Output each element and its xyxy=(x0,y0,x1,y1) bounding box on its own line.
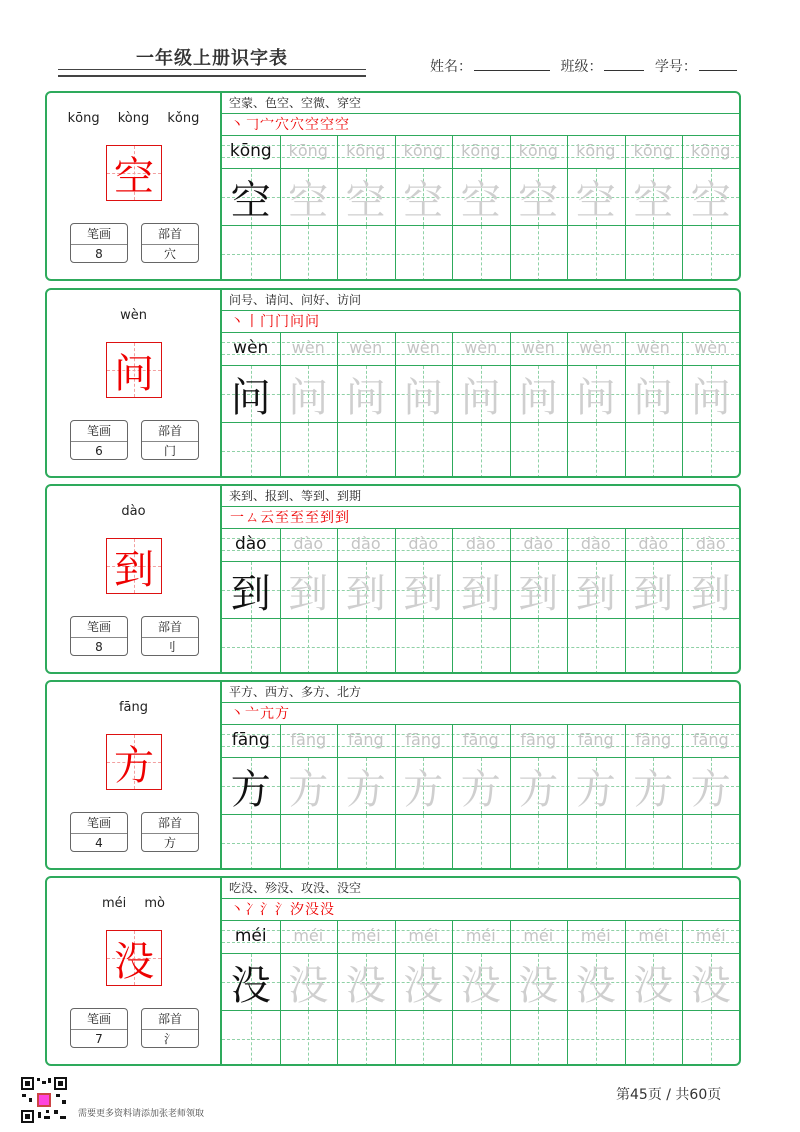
card-info-panel xyxy=(47,93,222,279)
trace-character[interactable]: 问 xyxy=(690,374,731,421)
pinyin-cell[interactable]: méi xyxy=(580,926,611,945)
radical-box xyxy=(141,420,199,460)
trace-character[interactable]: 没 xyxy=(690,962,731,1009)
example-words: 平方、西方、多方、北方 xyxy=(222,682,739,703)
model-character: 没 xyxy=(230,962,271,1009)
card-info-panel xyxy=(47,290,222,476)
trace-character[interactable]: 到 xyxy=(518,570,559,617)
stroke-count-box xyxy=(70,1008,128,1048)
stroke-step: 一 xyxy=(230,510,244,526)
main-character xyxy=(106,342,162,398)
stroke-step: 氵 xyxy=(260,902,274,918)
stroke-step: 亢 xyxy=(260,706,274,722)
pinyin-cell[interactable]: méi xyxy=(523,926,554,945)
pinyin-cell[interactable]: dào xyxy=(408,534,439,553)
stroke-count-value: 7 xyxy=(95,1032,103,1046)
stroke-step: 至 xyxy=(290,510,304,526)
character-card xyxy=(45,680,741,870)
stroke-order xyxy=(222,703,739,725)
name-label: 姓名： xyxy=(430,59,472,75)
trace-character[interactable]: 方 xyxy=(288,766,329,813)
student-fields xyxy=(430,56,743,76)
trace-character[interactable]: 没 xyxy=(345,962,386,1009)
pinyin-row xyxy=(222,921,739,954)
stroke-step: ㄙ xyxy=(245,510,259,526)
trace-character[interactable]: 问 xyxy=(345,374,386,421)
stroke-count-label: 笔画 xyxy=(71,617,127,638)
trace-character[interactable]: 空 xyxy=(575,177,616,224)
character-card xyxy=(45,876,741,1066)
model-character: 到 xyxy=(230,570,271,617)
trace-character[interactable]: 问 xyxy=(403,374,444,421)
stroke-step: 到 xyxy=(320,510,334,526)
trace-character[interactable]: 到 xyxy=(345,570,386,617)
blank-writing-row[interactable] xyxy=(222,226,739,281)
pinyin-readings: dào xyxy=(121,504,146,519)
title-underline xyxy=(58,69,366,77)
pinyin-cell[interactable]: fāng xyxy=(692,730,729,749)
number-field[interactable] xyxy=(699,56,737,71)
practice-grid xyxy=(222,333,739,478)
number-label: 学号： xyxy=(654,59,697,75)
pinyin-cell[interactable]: wèn xyxy=(406,338,440,357)
example-words: 问号、请问、问好、访问 xyxy=(222,290,739,311)
stroke-step: 空 xyxy=(320,117,334,133)
stroke-step: 丶 xyxy=(230,117,244,133)
tracing-row xyxy=(222,366,739,423)
stroke-step: 问 xyxy=(305,314,319,330)
pinyin-cell[interactable]: dào xyxy=(638,534,669,553)
blank-writing-row[interactable] xyxy=(222,1011,739,1066)
pinyin-cell[interactable]: kōng xyxy=(691,141,731,160)
stroke-step: 至 xyxy=(275,510,289,526)
trace-character[interactable]: 空 xyxy=(690,177,731,224)
stroke-count-value: 8 xyxy=(95,640,103,654)
radical-label: 部首 xyxy=(142,421,198,442)
trace-character[interactable]: 问 xyxy=(575,374,616,421)
stroke-step: 氵 xyxy=(275,902,289,918)
pinyin-cell[interactable]: dào xyxy=(293,534,324,553)
pinyin-cell: fāng xyxy=(231,730,270,750)
trace-character[interactable]: 方 xyxy=(345,766,386,813)
trace-character[interactable]: 方 xyxy=(633,766,674,813)
stroke-count-value: 8 xyxy=(95,247,103,261)
pinyin-cell: kōng xyxy=(229,141,272,161)
main-character-glyph: 到 xyxy=(114,546,154,593)
trace-character[interactable]: 问 xyxy=(288,374,329,421)
page-title: 一年级上册识字表 xyxy=(136,48,288,69)
stroke-step: 宀 xyxy=(260,117,274,133)
stroke-step: 丶 xyxy=(230,314,244,330)
model-character: 空 xyxy=(230,177,271,224)
stroke-step: 丨 xyxy=(245,314,259,330)
stroke-count-label: 笔画 xyxy=(71,224,127,245)
stroke-count-box xyxy=(70,812,128,852)
stroke-step: 冫 xyxy=(245,902,259,918)
radical-box xyxy=(141,1008,199,1048)
stroke-step: 空 xyxy=(305,117,319,133)
radical-value: 方 xyxy=(163,836,176,850)
pinyin-cell[interactable]: wèn xyxy=(464,338,498,357)
radical-label: 部首 xyxy=(142,617,198,638)
trace-character[interactable]: 到 xyxy=(460,570,501,617)
radical-label: 部首 xyxy=(142,813,198,834)
practice-panel xyxy=(222,290,739,476)
card-info-panel xyxy=(47,486,222,672)
trace-character[interactable]: 空 xyxy=(518,177,559,224)
main-character xyxy=(106,538,162,594)
stroke-count-label: 笔画 xyxy=(71,421,127,442)
pinyin-row xyxy=(222,136,739,169)
pinyin-cell[interactable]: wèn xyxy=(521,338,555,357)
main-character xyxy=(106,145,162,201)
trace-character[interactable]: 空 xyxy=(633,177,674,224)
tracing-row xyxy=(222,954,739,1011)
pinyin-row xyxy=(222,725,739,758)
tracing-row xyxy=(222,758,739,815)
stroke-count-box xyxy=(70,616,128,656)
pinyin-cell[interactable]: fāng xyxy=(462,730,499,749)
trace-character[interactable]: 方 xyxy=(460,766,501,813)
main-character xyxy=(106,930,162,986)
trace-character[interactable]: 问 xyxy=(633,374,674,421)
pinyin-cell[interactable]: fāng xyxy=(405,730,442,749)
pinyin-cell[interactable]: fāng xyxy=(520,730,557,749)
stroke-step: 到 xyxy=(335,510,349,526)
radical-box xyxy=(141,223,199,263)
character-card xyxy=(45,484,741,674)
radical-value: 穴 xyxy=(163,247,176,261)
stroke-step: 问 xyxy=(290,314,304,330)
radical-box xyxy=(141,812,199,852)
practice-grid xyxy=(222,725,739,870)
blank-writing-row[interactable] xyxy=(222,619,739,674)
stroke-count-value: 6 xyxy=(95,444,103,458)
stroke-count-label: 笔画 xyxy=(71,1009,127,1030)
practice-grid xyxy=(222,921,739,1066)
trace-character[interactable]: 空 xyxy=(403,177,444,224)
practice-panel xyxy=(222,486,739,672)
pinyin-cell: wèn xyxy=(233,338,269,358)
stroke-count-box xyxy=(70,223,128,263)
stroke-count-box xyxy=(70,420,128,460)
pinyin-cell[interactable]: kōng xyxy=(461,141,501,160)
radical-label: 部首 xyxy=(142,224,198,245)
stroke-step: 穴 xyxy=(290,117,304,133)
trace-character[interactable]: 到 xyxy=(403,570,444,617)
pinyin-cell[interactable]: méi xyxy=(293,926,324,945)
main-character-glyph: 问 xyxy=(114,350,154,397)
pinyin-cell[interactable]: fāng xyxy=(635,730,672,749)
practice-panel xyxy=(222,93,739,279)
practice-grid xyxy=(222,136,739,281)
example-words: 吃没、殄没、攻没、没空 xyxy=(222,878,739,899)
trace-character[interactable]: 没 xyxy=(633,962,674,1009)
pinyin-cell[interactable]: méi xyxy=(638,926,669,945)
trace-character[interactable]: 空 xyxy=(288,177,329,224)
pinyin-cell[interactable]: dào xyxy=(523,534,554,553)
pinyin-cell[interactable]: kōng xyxy=(576,141,616,160)
pinyin-cell[interactable]: fāng xyxy=(290,730,327,749)
trace-character[interactable]: 到 xyxy=(288,570,329,617)
pinyin-cell[interactable]: wèn xyxy=(579,338,613,357)
trace-character[interactable]: 到 xyxy=(633,570,674,617)
stroke-step: 𠃌 xyxy=(245,117,259,133)
stroke-step: 云 xyxy=(260,510,274,526)
pinyin-cell: dào xyxy=(234,534,267,554)
trace-character[interactable]: 方 xyxy=(575,766,616,813)
radical-box xyxy=(141,616,199,656)
trace-character[interactable]: 没 xyxy=(575,962,616,1009)
pinyin-cell[interactable]: wèn xyxy=(291,338,325,357)
pinyin-cell: méi xyxy=(234,926,267,946)
pinyin-cell[interactable]: méi xyxy=(408,926,439,945)
stroke-step: 门 xyxy=(260,314,274,330)
tracing-row xyxy=(222,169,739,226)
pinyin-cell[interactable]: méi xyxy=(695,926,726,945)
stroke-step: 方 xyxy=(275,706,289,722)
stroke-step: 穴 xyxy=(275,117,289,133)
pinyin-cell[interactable]: dào xyxy=(580,534,611,553)
class-field[interactable] xyxy=(604,56,644,71)
pinyin-cell[interactable]: dào xyxy=(465,534,496,553)
blank-writing-row[interactable] xyxy=(222,815,739,870)
qr-code xyxy=(20,1076,68,1124)
stroke-count-value: 4 xyxy=(95,836,103,850)
main-character xyxy=(106,734,162,790)
pinyin-readings: wèn xyxy=(120,308,147,323)
main-character-glyph: 空 xyxy=(114,153,154,200)
trace-character[interactable]: 方 xyxy=(518,766,559,813)
trace-character[interactable]: 空 xyxy=(345,177,386,224)
class-label: 班级： xyxy=(560,59,603,75)
stroke-order xyxy=(222,311,739,333)
pinyin-cell[interactable]: wèn xyxy=(349,338,383,357)
stroke-step: 空 xyxy=(335,117,349,133)
pinyin-cell[interactable]: kōng xyxy=(633,141,673,160)
trace-character[interactable]: 没 xyxy=(460,962,501,1009)
practice-grid xyxy=(222,529,739,674)
pinyin-cell[interactable]: kōng xyxy=(346,141,386,160)
pinyin-readings: méi mò xyxy=(101,896,166,911)
card-info-panel xyxy=(47,878,222,1064)
character-card xyxy=(45,91,741,281)
stroke-step: 门 xyxy=(275,314,289,330)
example-words: 空蒙、色空、空微、穿空 xyxy=(222,93,739,114)
stroke-step: 亠 xyxy=(245,706,259,722)
pinyin-cell[interactable]: méi xyxy=(465,926,496,945)
practice-panel xyxy=(222,878,739,1064)
trace-character[interactable]: 方 xyxy=(690,766,731,813)
radical-value: 刂 xyxy=(163,640,176,654)
trace-character[interactable]: 到 xyxy=(575,570,616,617)
stroke-step: 至 xyxy=(305,510,319,526)
page-number: 第45页 / 共60页 xyxy=(616,1087,722,1103)
stroke-step: 没 xyxy=(320,902,334,918)
tracing-row xyxy=(222,562,739,619)
trace-character[interactable]: 没 xyxy=(288,962,329,1009)
card-info-panel xyxy=(47,682,222,868)
pinyin-row xyxy=(222,529,739,562)
radical-value: 门 xyxy=(163,444,176,458)
radical-value: 氵 xyxy=(163,1032,176,1046)
trace-character[interactable]: 没 xyxy=(403,962,444,1009)
trace-character[interactable]: 问 xyxy=(460,374,501,421)
model-character: 方 xyxy=(230,766,271,813)
blank-writing-row[interactable] xyxy=(222,423,739,478)
pinyin-cell[interactable]: kōng xyxy=(403,141,443,160)
stroke-step: 丶 xyxy=(230,902,244,918)
practice-panel xyxy=(222,682,739,868)
trace-character[interactable]: 问 xyxy=(518,374,559,421)
pinyin-cell[interactable]: méi xyxy=(350,926,381,945)
pinyin-cell[interactable]: dào xyxy=(695,534,726,553)
pinyin-cell[interactable]: dào xyxy=(350,534,381,553)
stroke-order xyxy=(222,899,739,921)
name-field[interactable] xyxy=(474,56,550,71)
stroke-step: 汐 xyxy=(290,902,304,918)
pinyin-cell[interactable]: fāng xyxy=(577,730,614,749)
pinyin-cell[interactable]: wèn xyxy=(694,338,728,357)
main-character-glyph: 方 xyxy=(114,742,154,789)
pinyin-cell[interactable]: wèn xyxy=(636,338,670,357)
stroke-step: 丶 xyxy=(230,706,244,722)
stroke-order xyxy=(222,507,739,529)
stroke-count-label: 笔画 xyxy=(71,813,127,834)
pinyin-readings: fāng xyxy=(118,700,149,715)
main-character-glyph: 没 xyxy=(114,938,154,985)
trace-character[interactable]: 空 xyxy=(460,177,501,224)
radical-label: 部首 xyxy=(142,1009,198,1030)
trace-character[interactable]: 没 xyxy=(518,962,559,1009)
trace-character[interactable]: 到 xyxy=(690,570,731,617)
pinyin-cell[interactable]: kōng xyxy=(518,141,558,160)
character-card xyxy=(45,288,741,478)
pinyin-cell[interactable]: fāng xyxy=(347,730,384,749)
example-words: 来到、报到、等到、到期 xyxy=(222,486,739,507)
pinyin-row xyxy=(222,333,739,366)
footer-note: 需要更多资料请添加张老师领取 xyxy=(78,1109,205,1119)
stroke-order xyxy=(222,114,739,136)
model-character: 问 xyxy=(230,374,271,421)
trace-character[interactable]: 方 xyxy=(403,766,444,813)
pinyin-cell[interactable]: kōng xyxy=(288,141,328,160)
pinyin-readings: kōng kòng kǒng xyxy=(67,111,200,126)
stroke-step: 没 xyxy=(305,902,319,918)
